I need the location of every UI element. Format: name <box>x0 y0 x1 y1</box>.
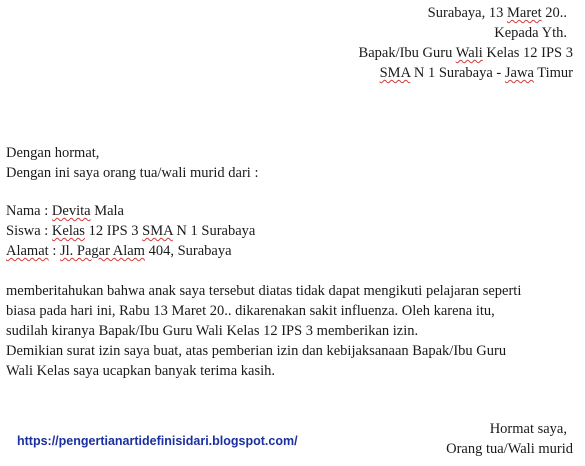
recipient-school <box>380 64 573 82</box>
name-rest: Mala <box>90 203 124 219</box>
class-rest: N 1 Surabaya <box>172 223 256 239</box>
greeting: Dengan hormat, <box>6 145 100 161</box>
body-line-4: Demikian surat izin saya buat, atas pemberian izin dan kebijaksanaan Bapak/Ibu Guru <box>6 343 507 359</box>
student-name <box>6 202 124 220</box>
date-prefix: Surabaya, 13 <box>427 5 507 21</box>
recipient-wali: Wali <box>455 45 483 61</box>
recipient-title <box>359 44 573 62</box>
body-line-5: Wali Kelas saya ucapkan banyak terima kasih. <box>6 363 275 379</box>
school-mid: N 1 Surabaya - <box>410 65 505 81</box>
student-address <box>6 242 232 260</box>
date-year: 20.. <box>541 5 567 21</box>
closing-signer: Orang tua/Wali murid <box>446 441 573 457</box>
class-sma: SMA <box>142 223 173 239</box>
school-timur: Timur <box>533 65 573 81</box>
school-sma: SMA <box>379 65 411 81</box>
recipient-pre: Bapak/Ibu Guru <box>358 45 456 61</box>
address-label: Alamat <box>6 243 49 259</box>
closing-salutation: Hormat saya, <box>489 421 567 437</box>
body-line-1: memberitahukan bahwa anak saya tersebut diatas tidak dapat mengikuti pelajaran seperti <box>6 283 522 299</box>
name-label: Nama : <box>6 203 52 219</box>
recipient-to: Kepada Yth. <box>494 25 567 41</box>
student-class <box>6 222 255 240</box>
body-line-3: sudilah kiranya Bapak/Ibu Guru Wali Kelas 12 IPS 3 memberikan izin. <box>6 323 419 339</box>
letter-date <box>428 4 567 22</box>
class-kelas: Kelas <box>51 223 85 239</box>
address-sep: : <box>48 243 60 259</box>
class-label: Siswa : <box>6 223 52 239</box>
recipient-post: Kelas 12 IPS 3 <box>482 45 573 61</box>
intro-line: Dengan ini saya orang tua/wali murid dari : <box>6 165 259 181</box>
class-mid: 12 IPS 3 <box>84 223 143 239</box>
address-rest: 404, Surabaya <box>144 243 232 259</box>
body-line-2: biasa pada hari ini, Rabu 13 Maret 20.. dikarenakan sakit influenza. Oleh karena itu, <box>6 303 495 319</box>
watermark-url: https://pengertianartidefinisidari.blogspot.com/ <box>17 434 298 448</box>
name-value: Devita <box>51 203 91 219</box>
address-street: Jl. Pagar Alam <box>59 243 145 259</box>
date-month: Maret <box>507 5 542 21</box>
school-jawa: Jawa <box>504 65 534 81</box>
